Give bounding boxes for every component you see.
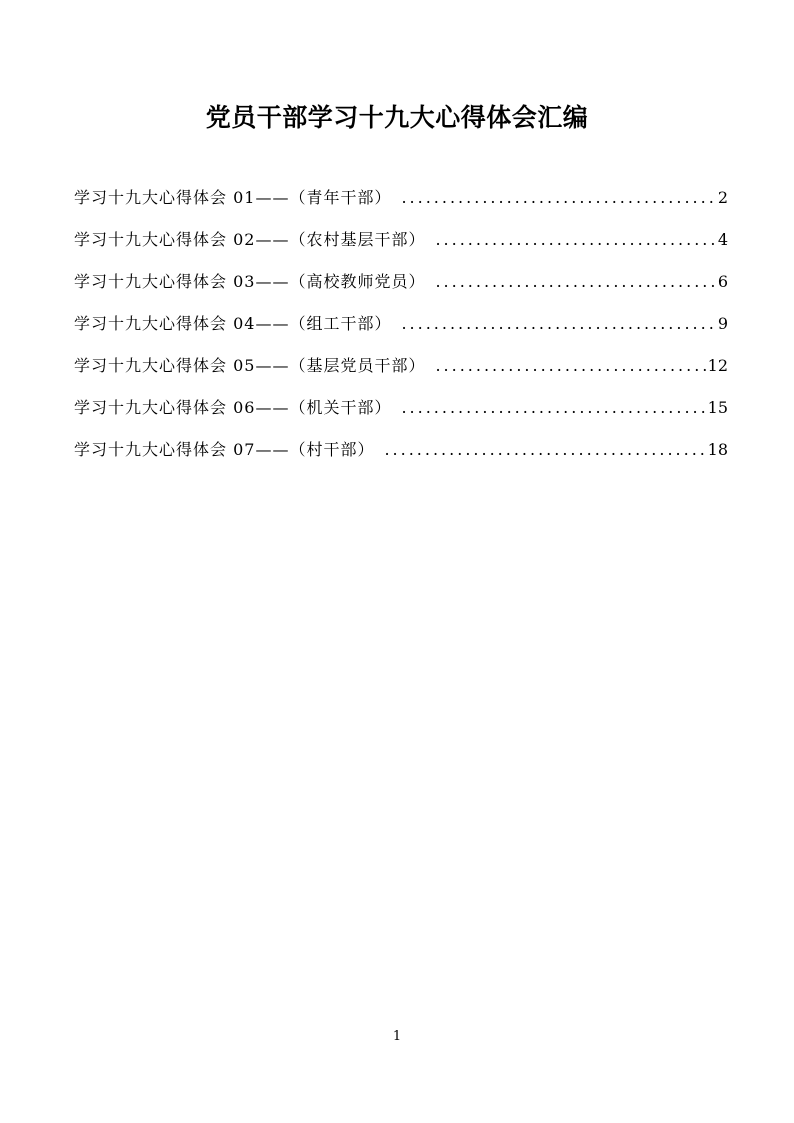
toc-dot-leader <box>401 312 715 336</box>
toc-dot-leader <box>435 354 705 378</box>
toc-dot-leader <box>401 396 705 420</box>
document-title: 党员干部学习十九大心得体会汇编 <box>205 103 589 132</box>
toc-dot-leader <box>435 270 715 294</box>
toc-entry[interactable] <box>74 396 728 438</box>
toc-page-number: 2 <box>717 188 728 207</box>
toc-dot-leader <box>435 228 715 252</box>
toc-dot-leader <box>384 438 705 462</box>
toc-page-number: 6 <box>717 272 728 291</box>
toc-entry-text: 学习十九大心得体会 01——（青年干部） <box>74 188 392 207</box>
toc-entry[interactable] <box>74 270 728 312</box>
toc-page-number: 12 <box>707 356 728 375</box>
toc-page-number: 9 <box>717 314 728 333</box>
toc-page-number: 18 <box>707 440 728 459</box>
toc-entry-text: 学习十九大心得体会 03——（高校教师党员） <box>74 272 426 291</box>
toc-entry-text: 学习十九大心得体会 04——（组工干部） <box>74 314 392 333</box>
toc-page-number: 4 <box>717 230 728 249</box>
toc-entry[interactable] <box>74 228 728 270</box>
toc-entry[interactable] <box>74 354 728 396</box>
toc-entry[interactable] <box>74 312 728 354</box>
toc-page-number: 15 <box>707 398 728 417</box>
toc-dot-leader <box>401 186 715 210</box>
toc-entry[interactable] <box>74 186 728 228</box>
toc-entry-text: 学习十九大心得体会 07——（村干部） <box>74 440 375 459</box>
toc-entry-text: 学习十九大心得体会 06——（机关干部） <box>74 398 392 417</box>
toc-entry-text: 学习十九大心得体会 02——（农村基层干部） <box>74 230 426 249</box>
toc-entry-text: 学习十九大心得体会 05——（基层党员干部） <box>74 356 426 375</box>
toc-entry[interactable] <box>74 438 728 480</box>
page-number: 1 <box>392 1029 402 1044</box>
table-of-contents <box>74 186 728 480</box>
